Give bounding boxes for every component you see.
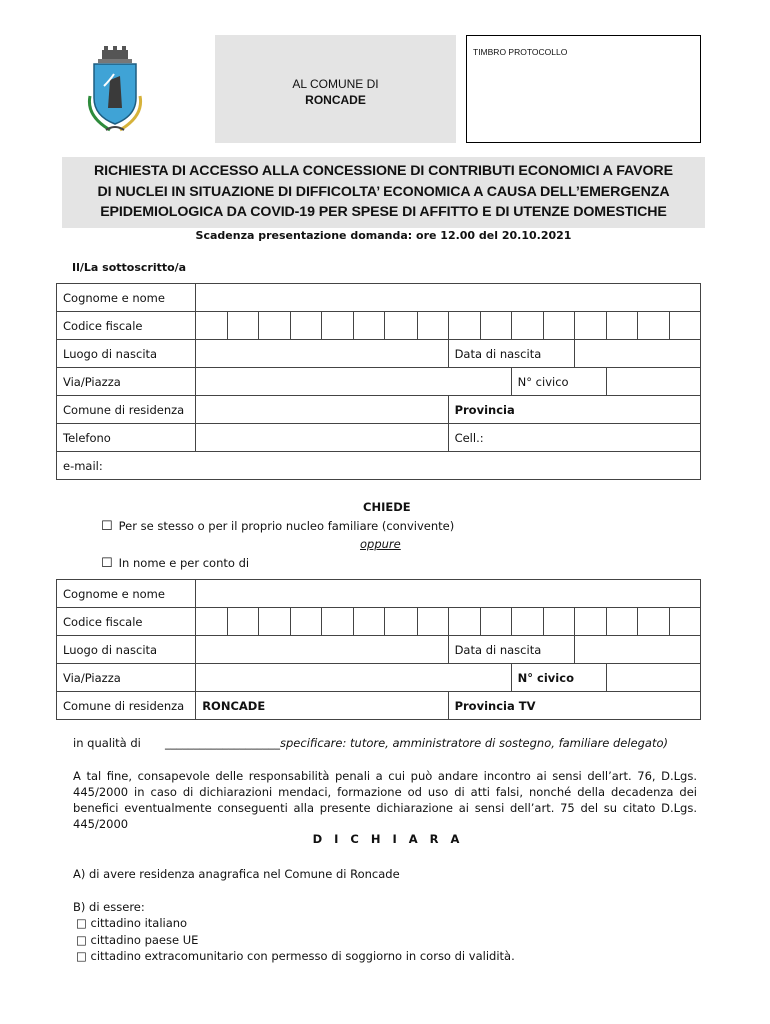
tax-code-cell[interactable] [354,312,385,340]
item-a: A) di avere residenza anagrafica nel Comune di Roncade [73,867,400,881]
tax-code-cell[interactable] [259,608,291,636]
applicant-label: Il/La sottoscritto/a [72,261,187,274]
tax-code-cell[interactable] [448,608,480,636]
checkbox-icon[interactable]: ☐ [101,519,113,534]
tax-code-cell[interactable] [196,312,228,340]
declaration-intro: A tal fine, consapevole delle responsabilità penali a cui può andare incontro ai sensi dell’art. 76, D.Lgs. 445/2000 in caso di dichiarazioni mendaci, formazione od uso di atti falsi, nonché della decadenza dei benefici eventualmente conseguenti alla presente dichiarazione ai sensi dell’art. 75 del su citato D.Lgs. 445/2000 [73,769,697,831]
tax-code-cell[interactable] [385,608,417,636]
tax-code-cell[interactable] [669,608,700,636]
municipality-label: Comune di residenza [57,396,196,424]
municipal-crest [80,46,150,136]
item-b: B) di essere: [73,900,145,914]
street-field[interactable] [196,664,511,692]
b-option-eu[interactable]: □ cittadino paese UE [76,933,199,947]
birthdate-label: Data di nascita [448,340,574,368]
house-number-label: N° civico [511,368,606,396]
tax-code-cell[interactable] [574,312,606,340]
tax-code-cell[interactable] [228,312,259,340]
option-self-label: Per se stesso o per il proprio nucleo familiare (convivente) [118,519,455,533]
email-field[interactable]: e-mail: [57,452,701,480]
b-option-italian[interactable]: □ cittadino italiano [76,916,188,930]
tax-code-cell[interactable] [480,312,511,340]
mobile-label[interactable]: Cell.: [448,424,700,452]
tax-code-cell[interactable] [448,312,480,340]
declares-heading: D I C H I A R A [312,832,464,846]
tax-code-cell[interactable] [637,312,669,340]
street-field[interactable] [196,368,511,396]
birthdate-field[interactable] [574,340,700,368]
addressee-line2: RONCADE [305,93,366,107]
surname-name-field[interactable] [196,284,701,312]
tax-code-cell[interactable] [354,608,385,636]
phone-field[interactable] [196,424,448,452]
municipality-value: RONCADE [196,692,448,720]
addressee-box [215,35,456,143]
option-behalf-label: In nome e per conto di [118,556,250,570]
phone-label: Telefono [57,424,196,452]
tax-code-cell[interactable] [511,608,543,636]
capacity-label: in qualità di [73,736,141,750]
tax-code-cell[interactable] [322,312,354,340]
document-title [62,157,705,228]
birthplace-label: Luogo di nascita [57,340,196,368]
tax-code-cell[interactable] [228,608,259,636]
checkbox-icon[interactable]: ☐ [101,556,113,571]
birthplace-label: Luogo di nascita [57,636,196,664]
birthplace-field[interactable] [196,340,448,368]
stamp-label: TIMBRO PROTOCOLLO [473,47,568,57]
title-line: EPIDEMIOLOGICA DA COVID-19 PER SPESE DI AFFITTO E DI UTENZE DOMESTICHE [100,204,667,220]
capacity-line[interactable] [165,736,668,750]
capacity-blank[interactable]: ____________________ [165,736,280,750]
option-self[interactable] [101,519,454,534]
surname-name-label: Cognome e nome [57,580,196,608]
tax-code-cell[interactable] [543,312,574,340]
house-number-label: N° civico [511,664,606,692]
house-number-field[interactable] [606,664,700,692]
tax-code-cell[interactable] [637,608,669,636]
municipality-label: Comune di residenza [57,692,196,720]
house-number-field[interactable] [606,368,700,396]
province-value: Provincia TV [448,692,700,720]
title-line: RICHIESTA DI ACCESSO ALLA CONCESSIONE DI CONTRIBUTI ECONOMICI A FAVORE [94,163,673,179]
tax-code-cell[interactable] [480,608,511,636]
street-label: Via/Piazza [57,664,196,692]
option-behalf[interactable] [101,556,249,571]
tax-code-cell[interactable] [291,312,322,340]
street-label: Via/Piazza [57,368,196,396]
birthplace-field[interactable] [196,636,448,664]
tax-code-cell[interactable] [511,312,543,340]
title-line: DI NUCLEI IN SITUAZIONE DI DIFFICOLTA’ ECONOMICA A CAUSA DELL’EMERGENZA [97,183,670,200]
addressee-line1: AL COMUNE DI [292,77,379,91]
tax-code-cell[interactable] [606,312,637,340]
or-text: oppure [360,537,401,551]
surname-name-field[interactable] [196,580,701,608]
protocol-stamp-box [466,35,701,143]
tax-code-cell[interactable] [417,312,448,340]
tax-code-cell[interactable] [543,608,574,636]
municipality-field[interactable] [196,396,448,424]
tax-code-cell[interactable] [322,608,354,636]
applicant-form [56,283,701,480]
tax-code-cell[interactable] [259,312,291,340]
birthdate-field[interactable] [574,636,700,664]
represented-form [56,579,701,720]
b-option-non-eu[interactable]: □ cittadino extracomunitario con permesso di soggiorno in corso di validità. [76,949,515,963]
tax-code-label: Codice fiscale [57,312,196,340]
birthdate-label: Data di nascita [448,636,574,664]
tax-code-cell[interactable] [196,608,228,636]
tax-code-cell[interactable] [385,312,417,340]
capacity-hint: specificare: tutore, amministratore di sostegno, familiare delegato) [280,736,668,750]
requests-heading: CHIEDE [363,500,411,514]
deadline-text: Scadenza presentazione domanda: ore 12.00 del 20.10.2021 [195,229,572,242]
tax-code-cell[interactable] [291,608,322,636]
surname-name-label: Cognome e nome [57,284,196,312]
province-label[interactable]: Provincia [448,396,700,424]
tax-code-cell[interactable] [417,608,448,636]
tax-code-cell[interactable] [574,608,606,636]
tax-code-label: Codice fiscale [57,608,196,636]
tax-code-cell[interactable] [669,312,700,340]
tax-code-cell[interactable] [606,608,637,636]
